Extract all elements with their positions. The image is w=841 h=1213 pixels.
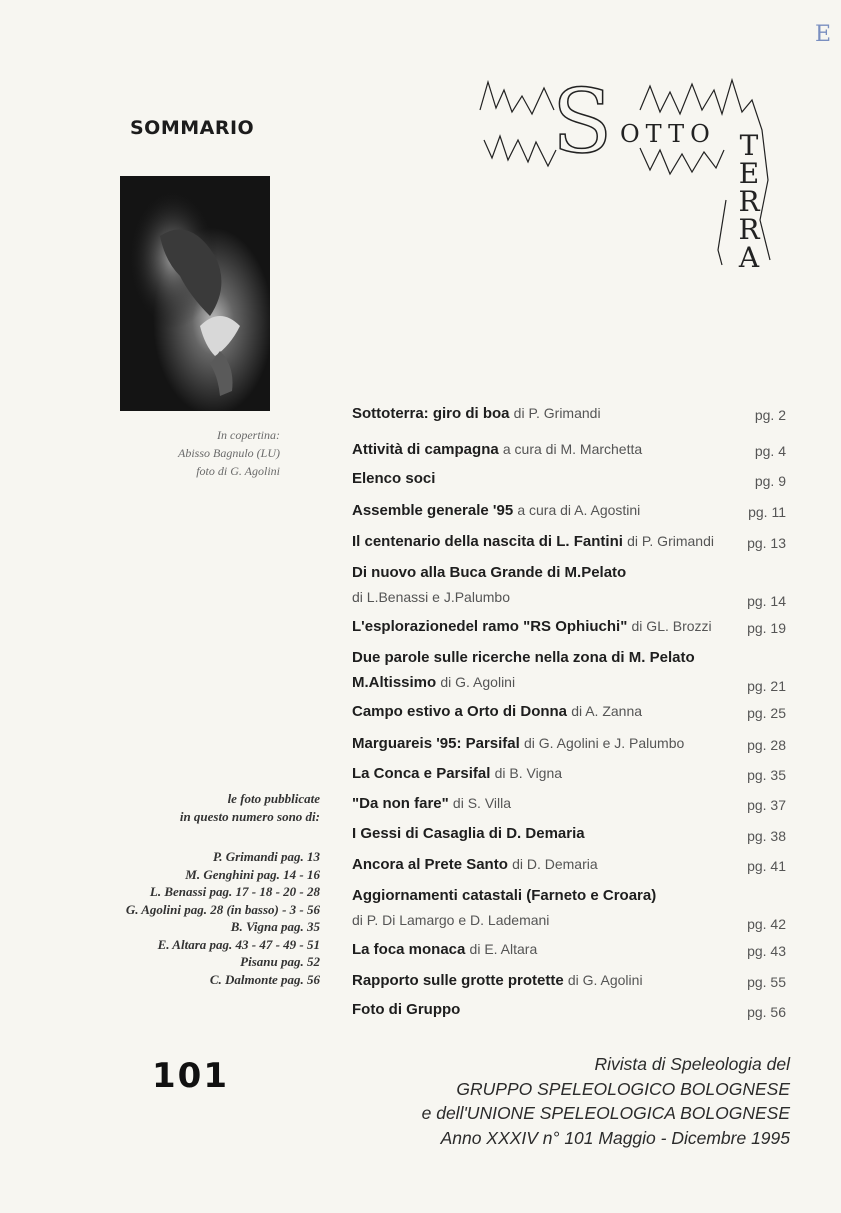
toc-entry-byline: di P. Grimandi xyxy=(513,405,601,421)
sommario-heading: SOMMARIO xyxy=(130,117,255,139)
toc-entry-byline: di G. Agolini xyxy=(440,674,516,690)
photo-credits-header-line: in questo numero sono di: xyxy=(179,809,320,824)
toc-entry-line xyxy=(352,794,792,813)
toc-entry-subline: di L.Benassi e J.Palumbo xyxy=(352,589,510,605)
toc-entry-line xyxy=(352,470,792,488)
cover-caption xyxy=(130,426,280,480)
caption-line: Abisso Bagnulo (LU) xyxy=(178,446,280,460)
colophon-line: Rivista di Speleologia del xyxy=(594,1054,790,1074)
photo-credit-line: E. Altara pag. 43 - 47 - 49 - 51 xyxy=(157,936,320,952)
toc-entry xyxy=(352,702,792,721)
toc-entry-byline: di B. Vigna xyxy=(494,765,563,781)
logo-word-terra xyxy=(734,129,764,274)
toc-entry-line xyxy=(352,702,792,721)
toc-entry-title: La foca monaca xyxy=(352,941,466,958)
toc-entry-byline: di D. Demaria xyxy=(512,856,598,872)
toc-entry-byline: di A. Zanna xyxy=(571,703,643,719)
toc-entry-title: Attività di campagna xyxy=(352,441,499,458)
toc-entry-line xyxy=(352,532,792,551)
toc-entry-line xyxy=(352,501,792,520)
logo-letter: E xyxy=(738,157,760,190)
toc-entry-page: pg. 4 xyxy=(754,443,786,459)
toc-entry-title: Marguareis '95: Parsifal xyxy=(352,735,520,752)
toc-entry-title: Due parole sulle ricerche nella zona di M. Pelato xyxy=(352,649,695,666)
toc-entry-byline: di P. Grimandi xyxy=(627,533,714,549)
toc-entry xyxy=(352,971,792,990)
toc-entry xyxy=(352,887,792,932)
toc-entry xyxy=(352,855,792,874)
toc-entry-page: pg. 21 xyxy=(747,678,786,694)
toc-entry xyxy=(352,532,792,551)
toc-entry-title: Elenco soci xyxy=(352,470,436,487)
toc-entry-page: pg. 9 xyxy=(754,473,786,489)
colophon-line: GRUPPO SPELEOLOGICO BOLOGNESE xyxy=(456,1078,790,1099)
toc-entry-title: Di nuovo alla Buca Grande di M.Pelato xyxy=(352,564,627,581)
toc-entry xyxy=(352,501,792,520)
photo-credits xyxy=(60,790,320,988)
toc-entry-page: pg. 2 xyxy=(754,407,786,423)
toc-entry-page: pg. 13 xyxy=(747,535,786,551)
toc-entry xyxy=(352,764,792,783)
toc-entry xyxy=(352,734,792,753)
logo-word-otto: OTTO xyxy=(620,120,716,148)
toc-entry xyxy=(352,794,792,813)
issue-number: 101 xyxy=(152,1056,229,1096)
toc-entry xyxy=(352,404,792,423)
toc-entry-page: pg. 14 xyxy=(747,593,786,609)
photo-credit-line: P. Grimandi pag. 13 xyxy=(212,849,320,864)
toc-entry-page: pg. 19 xyxy=(747,620,786,636)
toc-entry-byline: di G. Agolini e J. Palumbo xyxy=(523,735,685,751)
toc-entry-byline: a cura di A. Agostini xyxy=(517,502,641,518)
toc-entry-line xyxy=(352,617,792,636)
toc-entry-subline: di P. Di Lamargo e D. Lademani xyxy=(352,912,550,928)
toc-entry-byline: di GL. Brozzi xyxy=(631,618,712,634)
toc-entry-page: pg. 56 xyxy=(747,1004,786,1020)
photo-credit-line: B. Vigna pag. 35 xyxy=(230,919,320,934)
toc-entry-page: pg. 11 xyxy=(748,504,786,520)
toc-entry-page: pg. 42 xyxy=(747,916,786,932)
toc-entry-page: pg. 55 xyxy=(747,974,786,990)
toc-entry-title: Ancora al Prete Santo xyxy=(352,856,508,873)
toc-entry-line xyxy=(352,940,792,959)
colophon-line: e dell'UNIONE SPELEOLOGICA BOLOGNESE xyxy=(421,1103,790,1123)
toc-entry-page: pg. 28 xyxy=(747,737,786,753)
toc-entry-page: pg. 25 xyxy=(747,705,786,721)
toc-entry-title: La Conca e Parsifal xyxy=(352,765,491,782)
toc-entry-line xyxy=(352,649,792,667)
toc-entry-line xyxy=(352,825,792,843)
toc-entry-byline: di E. Altara xyxy=(469,941,538,957)
toc-entry xyxy=(352,1001,792,1019)
toc-entry-page: pg. 43 xyxy=(747,943,786,959)
toc-entry-page: pg. 37 xyxy=(747,797,786,813)
photo-credit-line: C. Dalmonte pag. 56 xyxy=(209,971,320,987)
colophon xyxy=(405,1052,790,1150)
toc-entry-line xyxy=(352,887,792,905)
toc-entry-title: Foto di Gruppo xyxy=(352,1001,461,1018)
toc-entry xyxy=(352,470,792,488)
toc-entry-title: Campo estivo a Orto di Donna xyxy=(352,703,568,720)
toc-entry-byline: di G. Agolini xyxy=(567,972,643,988)
corner-handwritten-mark: E xyxy=(815,22,832,47)
photo-credit-line: Pisanu pag. 52 xyxy=(240,954,320,969)
toc-entry-title: Rapporto sulle grotte protette xyxy=(352,972,564,989)
logo-letter: R xyxy=(738,185,760,218)
photo-credits-header xyxy=(60,790,320,826)
toc-entry-title: "Da non fare" xyxy=(352,795,449,812)
toc-entry-line xyxy=(352,404,792,423)
logo-letter: T xyxy=(739,129,759,162)
toc-entry xyxy=(352,940,792,959)
toc-entry-title: Assemble generale '95 xyxy=(352,502,514,519)
toc-entry xyxy=(352,617,792,636)
toc-entry-line xyxy=(352,440,792,459)
sottoterra-logo xyxy=(470,70,795,274)
toc-entry-title: Aggiornamenti catastali (Farneto e Croara) xyxy=(352,887,657,904)
toc-entry xyxy=(352,825,792,843)
photo-credit-line: M. Genghini pag. 14 - 16 xyxy=(185,866,320,882)
toc-entry-title: L'esplorazionedel ramo "RS Ophiuchi" xyxy=(352,618,628,635)
logo-letter: R xyxy=(738,213,760,246)
toc-entry xyxy=(352,440,792,459)
colophon-line: Anno XXXIV n° 101 Maggio - Dicembre 1995 xyxy=(440,1127,790,1148)
toc-entry-byline: di S. Villa xyxy=(452,795,512,811)
photo-credit-line: G. Agolini pag. 28 (in basso) - 3 - 56 xyxy=(125,901,320,917)
toc-entry-byline: a cura di M. Marchetta xyxy=(502,441,643,457)
toc-entry-title: Sottoterra: giro di boa xyxy=(352,405,510,422)
toc-entry-line xyxy=(352,971,792,990)
toc-entry-line xyxy=(352,673,792,692)
toc-entry xyxy=(352,564,792,609)
toc-entry xyxy=(352,649,792,692)
toc-entry-title-cont: M.Altissimo xyxy=(352,674,437,691)
logo-letter-s: S xyxy=(552,70,613,173)
toc-entry-line xyxy=(352,564,792,582)
toc-entry-page: pg. 41 xyxy=(747,858,786,874)
toc-entry-line xyxy=(352,1001,792,1019)
cover-photo xyxy=(120,176,270,411)
caption-line: foto di G. Agolini xyxy=(196,464,280,478)
toc-entry-page: pg. 35 xyxy=(747,767,786,783)
toc-entry-title: I Gessi di Casaglia di D. Demaria xyxy=(352,825,585,842)
toc-entry-line xyxy=(352,734,792,753)
caption-line: In copertina: xyxy=(217,428,280,442)
photo-credit-line: L. Benassi pag. 17 - 18 - 20 - 28 xyxy=(149,884,320,899)
toc-entry-title: Il centenario della nascita di L. Fantini xyxy=(352,533,623,550)
logo-letter: A xyxy=(738,241,760,274)
photo-credits-header-line: le foto pubblicate xyxy=(227,791,320,806)
toc-entry-line xyxy=(352,764,792,783)
toc-entry-page: pg. 38 xyxy=(747,828,786,844)
toc-entry-line xyxy=(352,855,792,874)
